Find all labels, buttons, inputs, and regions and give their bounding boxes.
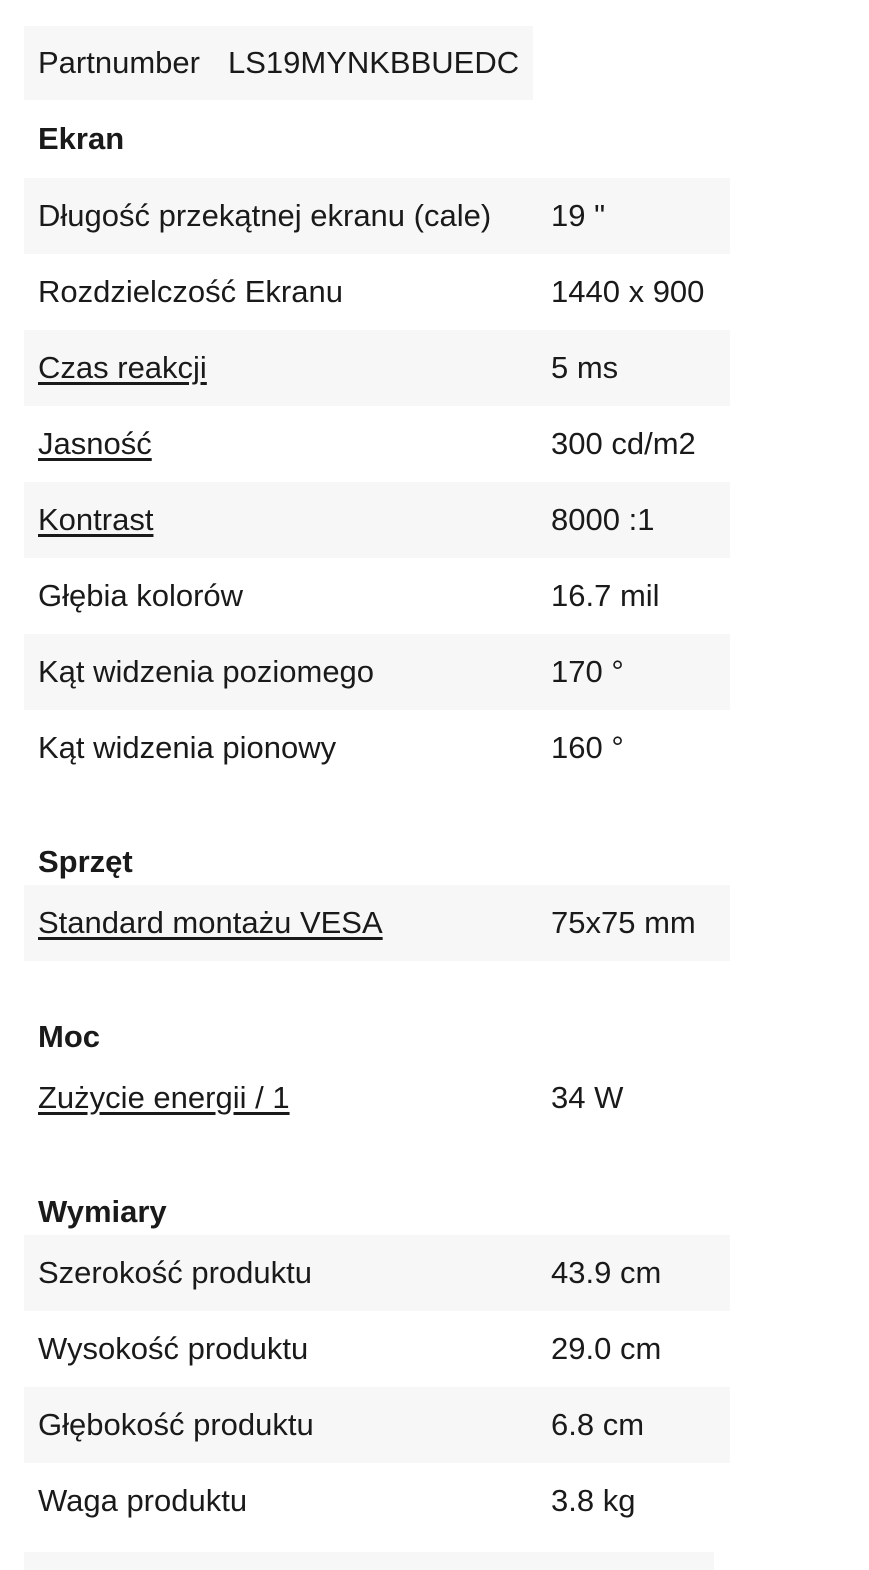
section-heading-ekran: Ekran [38, 121, 125, 156]
spec-label: Wysokość produktu [38, 1331, 309, 1366]
section-heading-moc: Moc [38, 1019, 100, 1054]
spec-value: 75x75 mm [549, 885, 730, 961]
spec-table-wymiary [24, 1235, 730, 1539]
partnumber-row [24, 26, 533, 100]
spec-row [24, 482, 730, 558]
spec-value: 16.7 mil [551, 578, 660, 613]
spec-label-cell [24, 330, 549, 406]
spec-row [24, 178, 730, 254]
spec-table-sprzet [24, 885, 730, 961]
spec-row [24, 1235, 730, 1311]
spec-value: 3.8 kg [551, 1483, 636, 1518]
spec-row [24, 406, 730, 482]
spec-glossary-link[interactable]: Standard montażu VESA [38, 905, 383, 940]
spec-value: 29.0 cm [551, 1331, 662, 1366]
spec-value: 170 ° [549, 634, 730, 710]
partnumber-label: Partnumber [24, 26, 214, 100]
spec-glossary-link[interactable]: Zużycie energii / 1 [38, 1080, 290, 1115]
spec-label: Rozdzielczość Ekranu [38, 274, 343, 309]
spec-row [24, 634, 730, 710]
spec-row [24, 254, 730, 330]
spec-value: 6.8 cm [549, 1387, 730, 1463]
spec-label: Szerokość produktu [24, 1235, 549, 1311]
spec-sheet [24, 26, 714, 1539]
spec-label-cell [24, 406, 549, 482]
spec-glossary-link[interactable]: Kontrast [38, 502, 154, 537]
next-row-partial [24, 1552, 714, 1570]
spec-label: Kąt widzenia poziomego [24, 634, 549, 710]
partnumber-table [24, 26, 533, 100]
spec-label-cell [24, 885, 549, 961]
spec-label-cell [24, 482, 549, 558]
spec-row [24, 558, 730, 634]
section-heading-sprzet: Sprzęt [38, 844, 133, 879]
spec-label: Długość przekątnej ekranu (cale) [24, 178, 549, 254]
spec-value: 160 ° [551, 730, 624, 765]
spec-glossary-link[interactable]: Czas reakcji [38, 350, 207, 385]
spec-row [24, 885, 730, 961]
spec-value: 5 ms [549, 330, 730, 406]
spec-value: 34 W [551, 1080, 624, 1115]
spec-label: Głębokość produktu [24, 1387, 549, 1463]
spec-row [24, 330, 730, 406]
spec-value: 300 cd/m2 [551, 426, 696, 461]
spec-value: 8000 :1 [549, 482, 730, 558]
spec-row [24, 1060, 730, 1136]
spec-value: 1440 x 900 [551, 274, 705, 309]
spec-glossary-link[interactable]: Jasność [38, 426, 152, 461]
spec-table-moc [24, 1060, 730, 1136]
spec-label: Głębia kolorów [38, 578, 244, 613]
spec-row [24, 1463, 730, 1539]
spec-table-ekran [24, 178, 730, 786]
spec-label-cell [24, 1060, 549, 1136]
spec-row [24, 710, 730, 786]
spec-label: Waga produktu [38, 1483, 248, 1518]
partnumber-value: LS19MYNKBBUEDC [214, 26, 533, 100]
spec-row [24, 1311, 730, 1387]
spec-value: 43.9 cm [549, 1235, 730, 1311]
spec-label: Kąt widzenia pionowy [38, 730, 337, 765]
section-heading-wymiary: Wymiary [38, 1194, 167, 1229]
spec-row [24, 1387, 730, 1463]
spec-value: 19 " [549, 178, 730, 254]
